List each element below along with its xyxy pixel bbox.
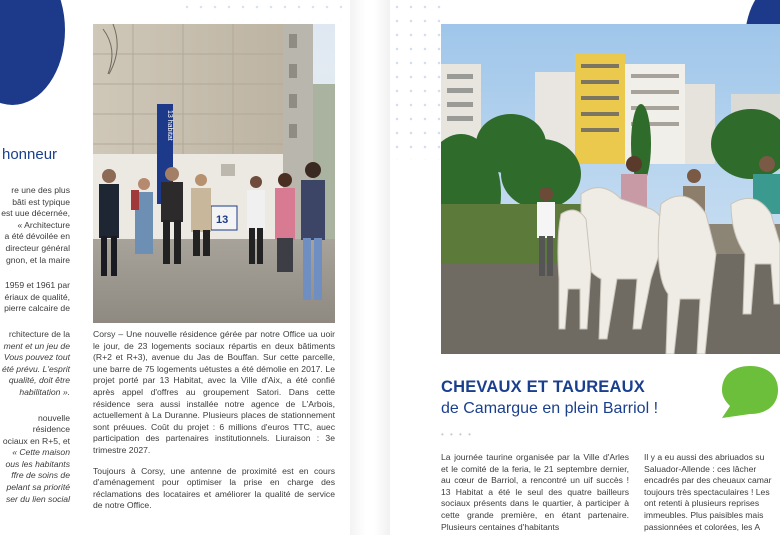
text-line: rchitecture de la — [8, 328, 70, 339]
text-line: encadrés par des cheuaux camar — [644, 475, 772, 486]
speech-bubble-icon — [720, 362, 780, 422]
camargue-horses-photo — [441, 24, 780, 354]
text-line: habilitation ». — [19, 386, 70, 397]
text-line: ériaux de qualité, — [4, 291, 70, 302]
text-line: toujours très spectaculaires ! Les — [644, 486, 770, 497]
sign-logo-text: 13 — [216, 214, 229, 226]
text-line: pelant sa priorité — [6, 482, 70, 493]
text-line: re une des plus — [11, 185, 70, 195]
left-page — [0, 0, 350, 535]
text-line: été prévu. L'esprit — [1, 363, 70, 374]
text-line: Il y a eu aussi des abriuados su — [644, 452, 765, 462]
right-page — [390, 0, 780, 535]
article-column-1: La journée taurine organisée par la Ville d'Arles et le comité de la feria, le 21 septembre dernier, au cœur de Barriol, a rencontré un uif succès ! 13 Habitat a été le seul des quatre bailleurs sociaux présents dans le quartier, à participer à cette grande première, en étant partenaire. Plusieurs centaines d'habitants — [441, 452, 629, 532]
section-heading: honneur — [2, 146, 58, 163]
text-line: immeubles. Plus paisibles mais — [644, 509, 764, 520]
text-line: gnon, et la maire — [5, 254, 70, 265]
text-line: directeur général — [5, 242, 70, 253]
text-line: ont retenti à plusieurs reprises — [644, 498, 760, 509]
banner-text: 13 habitat — [166, 110, 173, 141]
text-line: ment et un jeu de — [3, 340, 70, 351]
text-line: est uue décernée, — [1, 208, 70, 219]
text-line: qualité, doit être — [8, 375, 70, 386]
article-column-2 — [644, 452, 780, 535]
photo-caption — [93, 329, 335, 521]
left-text-column — [0, 185, 70, 505]
article-title: CHEVAUX ET TAUREAUX — [441, 378, 645, 396]
dot-separator: • • • • — [441, 430, 473, 439]
text-line: nouvelle résidence — [32, 412, 70, 435]
text-line: ociaux en R+5, et — [2, 435, 70, 446]
caption-paragraph-2: Toujours à Corsy, une antenne de proximité est en cours d'aménagement pour optimiser la prise en charge des réclamations des locataires et améliorer la qualité de service de notre Office. — [93, 465, 335, 511]
text-line: « Cette maison — [12, 447, 70, 458]
article-subtitle: de Camargue en plein Barriol ! — [441, 400, 659, 417]
text-line: ffre de soins de — [11, 470, 70, 481]
text-line: ous les habitants — [5, 458, 70, 469]
text-line: ser du lien social — [5, 493, 70, 504]
text-line: 1959 et 1961 par — [5, 280, 70, 291]
text-line: a été dévoilée en — [4, 231, 70, 242]
text-line: pierre calcaire de — [4, 303, 70, 314]
caption-paragraph-1: Corsy – Une nouvelle résidence gérée par notre Office ua uoir le jour, de 23 logements sociaux répartis en deux bâtiments (R+2 et R+3), avenue du Jas de Bouffan. Sur cette parcelle, une barre de 75 logements uétustes a été démolie en 2017. Le projet porté par 13 Habitat, avec la Ville d'Aix, a été confié après appel d'offres au groupement Satori. Dans cette résidence sera aussi installée notre agence de L'Arbois, actuellement à La Duranne. Plusieurs places de stationnement sont préuues. Coût du projet : 6 millions d'euros TTC, auec participation des partenaires institutionnels. Liuraison : 3e trimestre 2027. — [93, 329, 335, 455]
text-line: bâti est typique — [12, 196, 70, 207]
ceremony-photo — [93, 24, 335, 323]
text-line: passionnées et colorées, les A — [644, 521, 761, 532]
decorative-dot-pattern — [180, 0, 350, 20]
page-gutter — [350, 0, 390, 535]
ceremony-photo-illustration — [93, 24, 335, 323]
text-line: Vous pouvez tout — [3, 352, 70, 363]
decorative-blue-blob — [0, 0, 65, 105]
text-line: « Architecture — [17, 219, 70, 230]
text-line: Saluador-Allende : ces lâcher — [644, 463, 757, 474]
horses-photo-illustration — [441, 24, 780, 354]
